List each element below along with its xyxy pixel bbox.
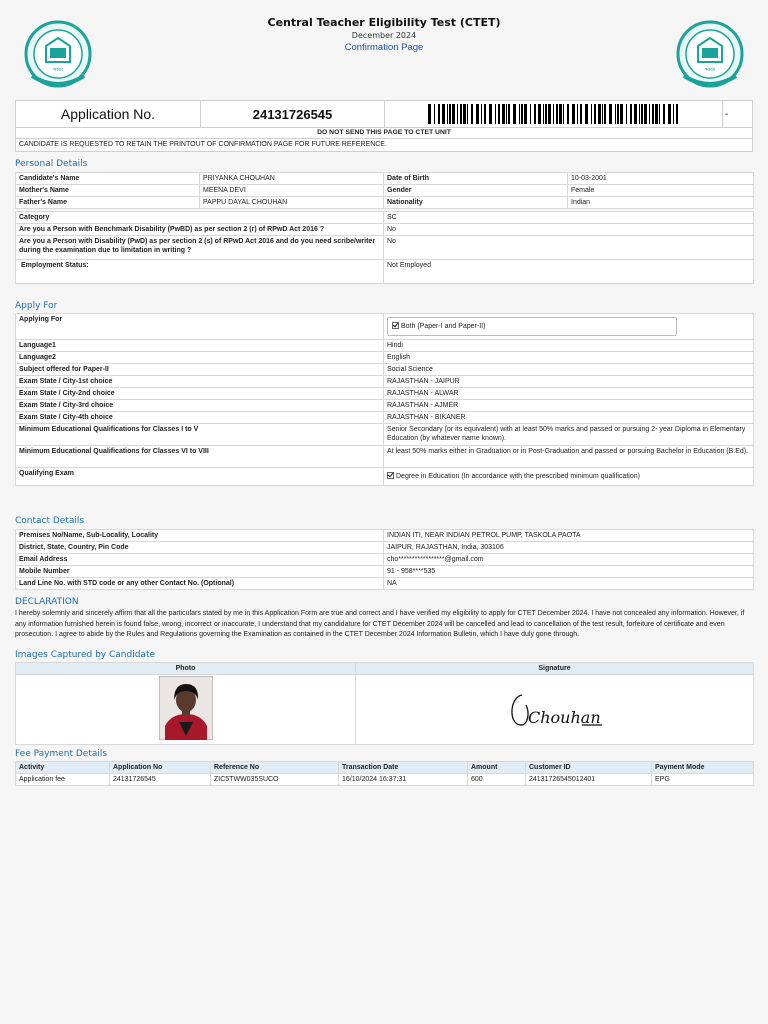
field-label: Exam State / City-1st choice [16, 376, 384, 388]
application-number-label: Application No. [16, 101, 201, 127]
field-label: Minimum Educational Qualifications for Classes VI to VIII [16, 446, 384, 468]
table-cell: 24131726545 [110, 774, 211, 786]
checkbox-checked-icon [392, 322, 399, 329]
table-row [16, 468, 754, 486]
qualifying-exam-value: Degree in Education (In accordance with the prescribed minimum qualification) [396, 473, 640, 480]
table-row [16, 578, 754, 590]
fee-payment-heading: Fee Payment Details [15, 749, 108, 759]
images-heading: Images Captured by Candidate [15, 650, 156, 660]
cbse-logo-left-icon [24, 18, 92, 92]
confirmation-page-label: Confirmation Page [344, 42, 424, 53]
images-table [15, 662, 754, 745]
table-row [16, 542, 754, 554]
applying-for-box [387, 317, 677, 336]
signature-column-header: Signature [356, 663, 754, 675]
field-label: Exam State / City-3rd choice [16, 400, 384, 412]
apply-for-heading: Apply For [15, 301, 58, 311]
scribe-value: No [384, 236, 754, 260]
field-label: Father's Name [16, 197, 200, 209]
field-value: PRIYANKA CHOUHAN [200, 173, 384, 185]
field-label: Exam State / City-4th choice [16, 412, 384, 424]
page-header [0, 0, 768, 98]
employment-status-value: Not Employed [384, 260, 754, 284]
field-value: Senior Secondary (or its equivalent) with at least 50% marks and passed or pursuing 2- year Diploma in Elementary Education (by whatever name known). [384, 424, 754, 446]
field-label: Mother's Name [16, 185, 200, 197]
table-row [16, 376, 754, 388]
category-value: SC [384, 212, 754, 224]
table-row [16, 340, 754, 352]
field-label: Premises No/Name, Sub-Locality, Locality [16, 530, 384, 542]
table-row [16, 197, 754, 209]
field-value: 91 - 958****535 [384, 566, 754, 578]
field-value: NA [384, 578, 754, 590]
field-value: English [384, 352, 754, 364]
svg-text:Chouhan: Chouhan [527, 708, 601, 727]
pwbd-label: Are you a Person with Benchmark Disability (PwBD) as per section 2 (r) of RPwD Act 2016 ? [16, 224, 384, 236]
field-value: RAJASTHAN - AJMER [384, 400, 754, 412]
table-row [16, 424, 754, 446]
column-header: Application No [110, 762, 211, 774]
field-value: INDIAN ITI, NEAR INDIAN PETROL PUMP, TASKOLA PAOTA [384, 530, 754, 542]
field-label: Language2 [16, 352, 384, 364]
field-value: RAJASTHAN - BIKANER [384, 412, 754, 424]
field-label: Mobile Number [16, 566, 384, 578]
personal-details-extra-table [15, 211, 754, 284]
field-value: Hindi [384, 340, 754, 352]
cbse-logo-right-icon [676, 18, 744, 92]
column-header: Transaction Date [339, 762, 468, 774]
candidate-signature [500, 683, 610, 733]
field-value: PAPPU DAYAL CHOUHAN [200, 197, 384, 209]
table-row [16, 400, 754, 412]
barcode-icon [426, 103, 682, 125]
table-row [16, 412, 754, 424]
field-label: Minimum Educational Qualifications for Classes I to V [16, 424, 384, 446]
declaration-text: I hereby solemnly and sincerely affirm that all the particulars stated by me in this Application Form are true and correct and I have verified my eligibility to apply for CTET December 2024. I have not concealed any information. However, if any information furnished herein is found false, wrong, incorrect or inaccurate, I understand that my candidature for CTET December 2024 will be cancelled and lead to cancellation of the test result, forfeiture of certificate and even prosecution. I agree to abide by the Rules and Regulations governing the Examination as contained in the CTET December 2024 Information Bulletin, which I have duly gone through. [15, 610, 745, 638]
column-header: Amount [468, 762, 526, 774]
table-cell: 600 [468, 774, 526, 786]
retain-printout-notice: CANDIDATE IS REQUESTED TO RETAIN THE PRINTOUT OF CONFIRMATION PAGE FOR FUTURE REFERENCE. [15, 139, 753, 152]
do-not-send-notice: DO NOT SEND THIS PAGE TO CTET UNIT [15, 128, 753, 139]
table-cell: 24131726545012401 [526, 774, 652, 786]
table-row [16, 566, 754, 578]
field-value: At least 50% marks either in Graduation or in Post-Graduation and passed or pursuing Bachelor in Education (B.Ed). [384, 446, 754, 468]
field-label: Subject offered for Paper-II [16, 364, 384, 376]
scribe-label: Are you a Person with Disability (PwD) as per section 2 (s) of RPwD Act 2016 and do you need scribe/writer during the examination due to limitation in writing ? [16, 236, 384, 260]
pwbd-value: No [384, 224, 754, 236]
field-value: RAJASTHAN - JAIPUR [384, 376, 754, 388]
field-label: Land Line No. with STD code or any other Contact No. (Optional) [16, 578, 384, 590]
column-header: Customer ID [526, 762, 652, 774]
barcode [385, 101, 723, 127]
application-number-value: 24131726545 [201, 101, 385, 127]
table-row [16, 314, 754, 340]
svg-text:भारत: भारत [53, 67, 63, 73]
category-label: Category [16, 212, 384, 224]
table-row [16, 173, 754, 185]
applying-for-value: Both (Paper-I and Paper-II) [401, 323, 486, 330]
field-value: Indian [568, 197, 754, 209]
field-label: District, State, Country, Pin Code [16, 542, 384, 554]
table-row [16, 530, 754, 542]
page-title: Central Teacher Eligibility Test (CTET) [267, 16, 501, 29]
table-row [16, 364, 754, 376]
apply-for-table [15, 313, 754, 486]
field-value: cho*****************@gmail.com [384, 554, 754, 566]
contact-details-table [15, 529, 754, 590]
applying-for-label: Applying For [16, 314, 384, 340]
table-row [16, 446, 754, 468]
field-label: Candidate's Name [16, 173, 200, 185]
field-value: Social Science [384, 364, 754, 376]
column-header: Payment Mode [652, 762, 754, 774]
declaration-heading: DECLARATION [15, 597, 79, 607]
table-cell: Application fee [16, 774, 110, 786]
field-value: JAIPUR, RAJASTHAN, India, 303106 [384, 542, 754, 554]
column-header: Reference No [211, 762, 339, 774]
candidate-photo [159, 676, 213, 740]
table-row [16, 554, 754, 566]
svg-text:भारत: भारत [705, 67, 715, 73]
field-value: MEENA DEVI [200, 185, 384, 197]
field-label: Nationality [384, 197, 568, 209]
field-label: Date of Birth [384, 173, 568, 185]
photo-column-header: Photo [16, 663, 356, 675]
table-cell: EPG [652, 774, 754, 786]
table-row [16, 224, 754, 236]
application-number-box [15, 100, 753, 128]
field-value: 10-03-2001 [568, 173, 754, 185]
field-label: Exam State / City-2nd choice [16, 388, 384, 400]
table-row [16, 212, 754, 224]
table-row [16, 260, 754, 284]
qualifying-exam-label: Qualifying Exam [16, 468, 384, 486]
personal-details-table [15, 172, 754, 209]
table-row [16, 185, 754, 197]
employment-status-label: Employment Status: [16, 260, 384, 284]
fee-payment-table [15, 761, 754, 786]
field-value: RAJASTHAN - ALWAR [384, 388, 754, 400]
table-row [16, 236, 754, 260]
barcode-suffix: - [725, 108, 729, 120]
table-cell: 16/10/2024 16:37:31 [339, 774, 468, 786]
contact-details-heading: Contact Details [15, 516, 85, 526]
field-label: Gender [384, 185, 568, 197]
table-row [16, 352, 754, 364]
personal-details-heading: Personal Details [15, 159, 88, 169]
checkbox-checked-icon [387, 472, 394, 479]
table-row [16, 774, 754, 786]
table-row [16, 388, 754, 400]
exam-session: December 2024 [351, 31, 417, 40]
field-value: Female [568, 185, 754, 197]
field-label: Email Address [16, 554, 384, 566]
column-header: Activity [16, 762, 110, 774]
field-label: Language1 [16, 340, 384, 352]
table-cell: ZIC5TWW035SUCO [211, 774, 339, 786]
